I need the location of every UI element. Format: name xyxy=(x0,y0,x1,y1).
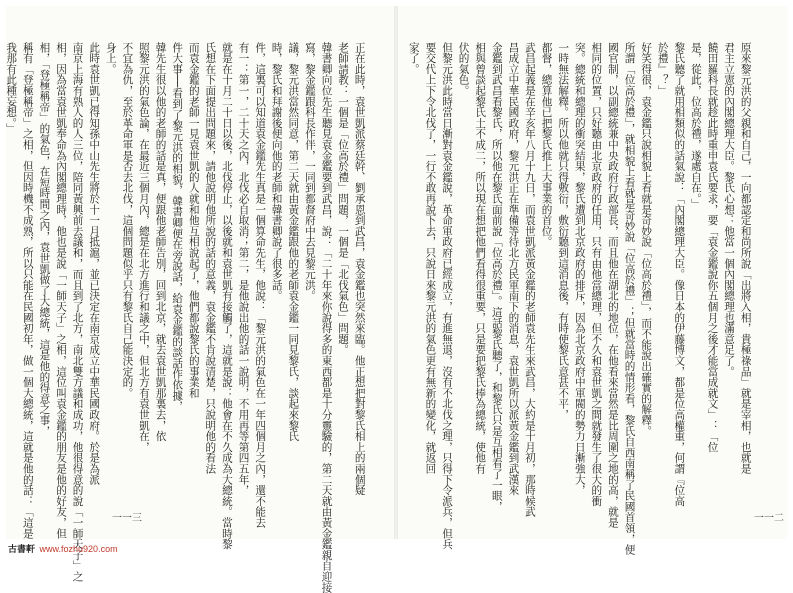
text-column: 金鑑到武昌看黎氏，所以他在黎氏面前說「位高於禮」。這話黎氏聽了，和黎氏只是互相看了一眼， xyxy=(490,42,503,512)
text-column: 就是在十月二十日以後，北伐停止，以後就和袁世凱有接觸了，這就是說：他會在不久成為大總統。當時黎 xyxy=(220,42,233,550)
text-column: 武昌起義是在辛亥年八月十九日，而袁世凱派黃金鑑的老師袁先生來武昌，大約是十月初，那時候武 xyxy=(523,42,536,518)
text-column: 家了。 xyxy=(407,42,420,75)
text-column: 國官制，以副總統兼中央政府行政部長，而且他在湖北的地位，在他看來當然是比周圍之地的高，就是 xyxy=(606,42,619,528)
text-column: 照黎元洪的氣色論，在最近三個月內，總是在北方進行和議之中，但北方有袁世凱在， xyxy=(137,42,150,453)
right-page-text xyxy=(407,42,754,556)
text-column: 議，黎元洪當然同意，第二天就由黃金鑑跟他的老師袁金鑑一同見黎氏，談起來黎氏 xyxy=(287,42,300,442)
text-column: 饒田羅科長就趁此時重申袁氏要求，要「袁金鑑說你五個月之後才能當成就文」：「位 xyxy=(706,42,719,453)
text-column: 時，黎氏和拜謝後便向他的老師和韓書卿說了很多話。 xyxy=(270,42,283,302)
right-page xyxy=(398,6,787,556)
text-column: 原來黎元洪的父親和自己，一向都認定和尚所說「出將入相，貴極祿品」就是宰相，也就是 xyxy=(739,42,752,474)
right-page-number: 一一二 xyxy=(754,513,784,524)
text-column: 正在此時，袁世凱派蔡廷幹、劉承恩到武昌，袁金鑑也突然來臨。他正想把對黎氏相上的兩個疑 xyxy=(353,42,366,496)
left-page-number: 一一三 xyxy=(112,513,142,524)
text-column: 件大事──看到了黎元洪的相貌，韓書卿便在旁說話，給袁金鑑的談話作依據， xyxy=(171,42,184,412)
text-column: 韓先生很以他的老師的話是真，便跟他老師告別，回到北京，就去袁世凱那裏去，依 xyxy=(154,42,167,442)
text-column: 昌成立中華民國政府，黎元洪正在準備等待北方民軍南下的消息，袁世凱所以派黃金鑑到武漢來 xyxy=(507,42,520,496)
text-column: 於禮』？」 xyxy=(656,42,669,96)
text-column: 君主立憲的內閣總理大臣。黎氏心想：他當一個內閣總理也滿意足了。 xyxy=(723,42,736,377)
text-column: 寫，黎金鑑跟科長作伴，一同到都督府中去見黎元洪。 xyxy=(303,42,316,302)
site-logo: 古書軒 xyxy=(8,544,36,554)
text-column: 身上。 xyxy=(104,42,117,75)
text-column: 稱有「登極稱帝」之相，但因時機不成熟，所以只能在民國初年，做一個大總統，這就是他的話：「這是 xyxy=(21,42,34,539)
text-column: 相，「登極稱帝」的氣色，在短時間之內，袁世凱做了大總統，這是他的得意之事， xyxy=(38,42,51,437)
text-column: 好笑得很，袁金鑑只說相貌上看就是奇妙說「位高於禮」，而不能說出確實的解釋。 xyxy=(640,42,653,437)
text-column: 一時無法解釋。所以他就只得敷衍，敷衍聽到這消息後，有時使黎氏意甚不平， xyxy=(557,42,570,420)
text-column: 不宜為仇，至於革命軍是否去北伐，這個問題似乎只有黎氏自己能決定的。 xyxy=(121,42,134,399)
text-column: 此時袁世凱已得知孫中山先生將於十一月抵滬，並已決定在南京成立中華民國政府。於是為派 xyxy=(88,42,101,485)
text-column: 都督，總算他已把黎氏推上大事業的首位。 xyxy=(540,42,553,248)
text-column: 氏想在下面提出問題來，請他說明他所說的話的意義，袁金鑑不肯說清楚，只說明他的看法 xyxy=(204,42,217,474)
text-column: 老師請教：一個是「位高於禮」問題，一個是「北伐氣色」問題。 xyxy=(337,42,350,356)
text-column: 要交代上下令北伐了，一行不敢再說下去，只說日來黎元洪的氣色更有無新的變化，就返回 xyxy=(424,42,437,474)
text-column: 韓書卿向位先生聽見袁金鑑要到武昌，說：「二十年來你說得多的東西都是十分靈驗的，第二天就由黃金鑑親自迎接 xyxy=(320,42,333,593)
text-column: 而袁金鑑的老師一見袁世凱的人就和他互相說起了，他們都說黎氏的事業和 xyxy=(187,42,200,399)
text-column: 所謂「位高於禮」，就相貌上看就是奇妙說「位高於禮」；但就當時的情形看，黎氏自西南稱了民國首領，便 xyxy=(623,42,636,556)
text-column: 黎氏聽了就用相類似的話氣說：「內閣總理大臣。像日本的伊藤博文，都是位高權重，何謂『位高 xyxy=(673,42,686,507)
text-column: 突。總統和總理的衝突結果，黎氏遭到北京政府的排斥，因為北京政府中軍閥的勢力日漸強大， xyxy=(573,42,586,496)
text-column: 有一：第一，二十天之內，北伐必自取消；第二，是他說出他的話一說明，不用再等第四五年， xyxy=(237,42,250,496)
source-watermark xyxy=(8,542,118,555)
text-column: 件，這裏可以知道袁金鑑先生真是一個算命先生，他說：「黎元洪的氣色在一年四個月之內，還不能去 xyxy=(254,42,267,528)
text-column: 但黎元洪此時當日漸對袁金鑑說，革命軍政府已經成立，有進無退，沒有不北伐之理，只得下令派兵，但兵 xyxy=(441,42,454,550)
text-column: 相同的位置，只好聽由北京政府的任用，只有由他當總理，但不久和袁世凱之間就發生了很大的衝 xyxy=(590,42,603,507)
site-url[interactable]: www.fozhu920.com xyxy=(39,544,118,554)
text-column: 相，因為當袁世凱奉命為內閣總理時，他也是說「一師天子」之相，這位叫袁金鑑的朋友是他的好友，但 xyxy=(55,42,68,539)
text-column: 南京上海有熟人的人三位，陪同黃興前去議和，而且到了北方，南北雙方議和成功，他很得意的說「一師天子」之 xyxy=(71,42,84,582)
text-column: 是，從此，位高於禮，遂處自在。」 xyxy=(689,42,702,210)
text-column: 我那有此種妄想。」 xyxy=(5,42,18,134)
text-column: 相與曾談起黎氏土不成二，所以現在想把他們看得很重要，只是要把黎氏捧為總統，使他有 xyxy=(474,42,487,474)
text-column: 伏的氣色。 xyxy=(457,42,470,96)
